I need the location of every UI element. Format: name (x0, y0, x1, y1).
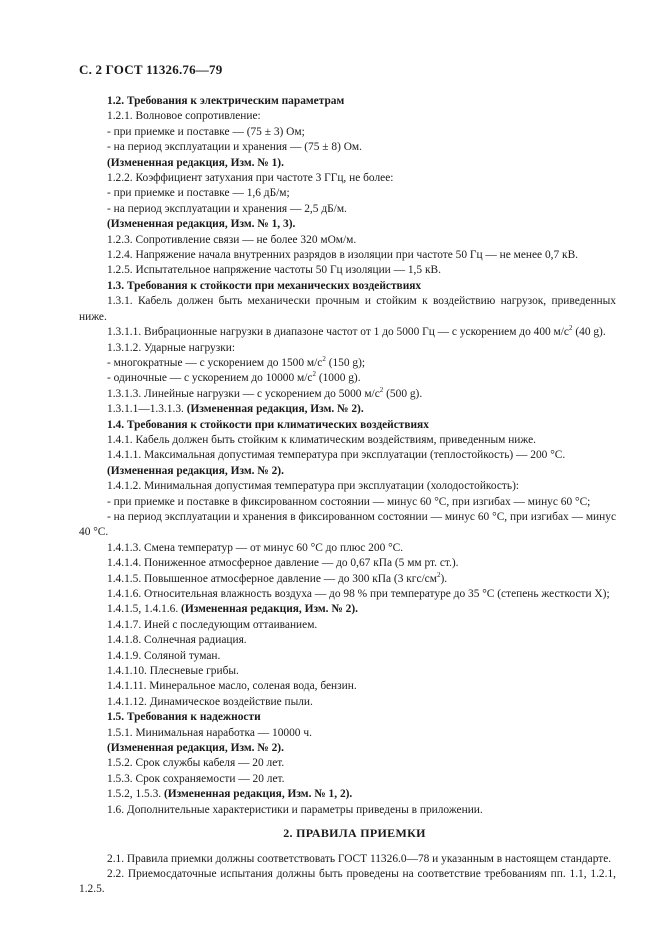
paragraph (79, 402, 616, 417)
paragraph: 1.3.1.2. Ударные нагрузки: (107, 341, 236, 354)
paragraph: 1.2.1. Волновое сопротивление: (107, 110, 261, 123)
amendment-note: (Измененная редакция, Изм. № 2). (186, 403, 364, 416)
paragraph: - на период эксплуатации и хранения — 2,5 дБ/м. (107, 202, 347, 215)
paragraph: 1.2.3. Сопротивление связи — не более 320 мОм/м. (107, 233, 357, 246)
superscript: 2 (379, 385, 384, 394)
paragraph (79, 325, 616, 340)
superscript: 2 (436, 570, 441, 579)
paragraph: 1.4.1.2. Минимальная допустимая температура при эксплуатации (холодостойкость): (107, 480, 520, 493)
paragraph-text: (150 g); (325, 356, 366, 369)
paragraph: 1.4.1.8. Солнечная радиация. (107, 634, 247, 647)
paragraph-text: 1.5.2, 1.5.3. (107, 788, 164, 801)
paragraph: - при приемке и поставке — 1,6 дБ/м; (107, 187, 290, 200)
paragraph-text: ). (440, 572, 448, 585)
paragraph: 2.2. Приемосдаточные испытания должны быть проведены на соответствие требованиям пп. 1.1, 1.2.1, 1.2.5. (79, 867, 616, 896)
paragraph: 1.4.1. Кабель должен быть стойким к климатическим воздействиям, приведенным ниже. (107, 433, 537, 446)
paragraph: - при приемке и поставке — (75 ± 3) Ом; (107, 125, 305, 138)
paragraph: - на период эксплуатации и хранения — (75 ± 8) Ом. (107, 141, 362, 154)
paragraph: 1.4.1.11. Минеральное масло, соленая вода, бензин. (107, 680, 357, 693)
paragraph-text: - одиночные — с ускорением до 10000 м/с (107, 372, 313, 385)
paragraph: 1.4.1.4. Пониженное атмосферное давление — до 0,67 кПа (5 мм рт. ст.). (107, 557, 459, 570)
paragraph: 1.3.1. Кабель должен быть механически прочным и стойким к воздействию нагрузок, приведенных ниже. (79, 295, 616, 323)
paragraph: 1.6. Дополнительные характеристики и параметры приведены в приложении. (107, 803, 483, 816)
paragraph: 1.2.2. Коэффициент затухания при частоте 3 ГГц, не более: (107, 172, 394, 185)
amendment-note: (Измененная редакция, Изм. № 2). (181, 603, 358, 616)
paragraph: (Измененная редакция, Изм. № 1). (107, 156, 284, 169)
paragraph: (Измененная редакция, Изм. № 2). (107, 742, 284, 755)
paragraph (79, 572, 616, 587)
document-body (79, 94, 616, 898)
paragraph: 1.4.1.9. Соляной туман. (107, 649, 221, 662)
paragraph: 1.2. Требования к электрическим параметрам (107, 95, 345, 107)
paragraph: 2.1. Правила приемки должны соответствовать ГОСТ 11326.0—78 и указанным в настоящем стандарте. (107, 852, 612, 865)
paragraph-text: 1.3.1.1. Вибрационные нагрузки в диапазоне частот от 1 до 5000 Гц — с ускорением до 400 м/с (107, 326, 569, 339)
paragraph-text: - многократные — с ускорением до 1500 м/с (107, 356, 323, 369)
paragraph: 1.4. Требования к стойкости при климатических воздействиях (107, 418, 429, 431)
amendment-note: (Измененная редакция, Изм. № 1, 2). (163, 788, 353, 801)
paragraph-text: 1.3.1.3. Линейные нагрузки — с ускорением до 5000 м/с (107, 387, 380, 400)
paragraph (79, 356, 616, 371)
paragraph-text: (1000 g). (315, 372, 361, 385)
superscript: 2 (312, 370, 316, 379)
section-1-content (79, 94, 616, 818)
paragraph-text: (500 g). (383, 387, 423, 400)
paragraph-text: 1.4.1.5. Повышенное атмосферное давление — до 300 кПа (3 кгс/см (107, 572, 437, 585)
paragraph (79, 387, 616, 402)
paragraph-text: (40 g). (572, 326, 606, 339)
paragraph: 1.4.1.7. Иней с последующим оттаиванием. (107, 618, 318, 631)
paragraph (79, 371, 616, 386)
superscript: 2 (322, 355, 326, 364)
paragraph (79, 602, 616, 617)
paragraph: 1.4.1.1. Максимальная допустимая температура при эксплуатации (теплостойкость) — 200 °С. (107, 449, 566, 462)
paragraph: 1.4.1.12. Динамическое воздействие пыли. (107, 695, 313, 708)
paragraph: 1.4.1.3. Смена температур — от минус 60 °С до плюс 200 °С. (107, 541, 404, 554)
paragraph: - на период эксплуатации и хранения в фиксированном состоянии — минус 60 °С, при изгибах — минус 40 °С. (79, 510, 616, 539)
paragraph: - при приемке и поставке в фиксированном состоянии — минус 60 °С, при изгибах — минус 60 °С; (107, 495, 591, 508)
paragraph: 1.5.2. Срок службы кабеля — 20 лет. (107, 757, 285, 770)
superscript: 2 (568, 324, 573, 333)
paragraph: 1.2.5. Испытательное напряжение частоты 50 Гц изоляции — 1,5 кВ. (107, 264, 441, 277)
paragraph: 1.3. Требования к стойкости при механических воздействиях (107, 279, 422, 292)
paragraph: 1.2.4. Напряжение начала внутренних разрядов в изоляции при частоте 50 Гц — не менее 0,7 кВ. (107, 249, 579, 262)
paragraph: (Измененная редакция, Изм. № 2). (107, 464, 284, 477)
section-2-content (79, 852, 616, 898)
paragraph: 1.5. Требования к надежности (107, 711, 261, 724)
section-2-title: 2. ПРАВИЛА ПРИЕМКИ (283, 826, 426, 841)
page-header: С. 2 ГОСТ 11326.76—79 (79, 62, 223, 77)
paragraph: 1.4.1.10. Плесневые грибы. (107, 665, 239, 678)
paragraph: 1.5.1. Минимальная наработка — 10000 ч. (107, 726, 312, 739)
paragraph-text: 1.3.1.1—1.3.1.3. (107, 403, 187, 416)
paragraph (79, 787, 616, 802)
paragraph: 1.4.1.6. Относительная влажность воздуха — до 98 % при температуре до 35 °С (степень жесткости Х); (107, 588, 610, 600)
paragraph-text: 1.4.1.5, 1.4.1.6. (107, 603, 182, 616)
paragraph: 1.5.3. Срок сохраняемости — 20 лет. (107, 772, 285, 785)
paragraph: (Измененная редакция, Изм. № 1, 3). (107, 218, 296, 231)
